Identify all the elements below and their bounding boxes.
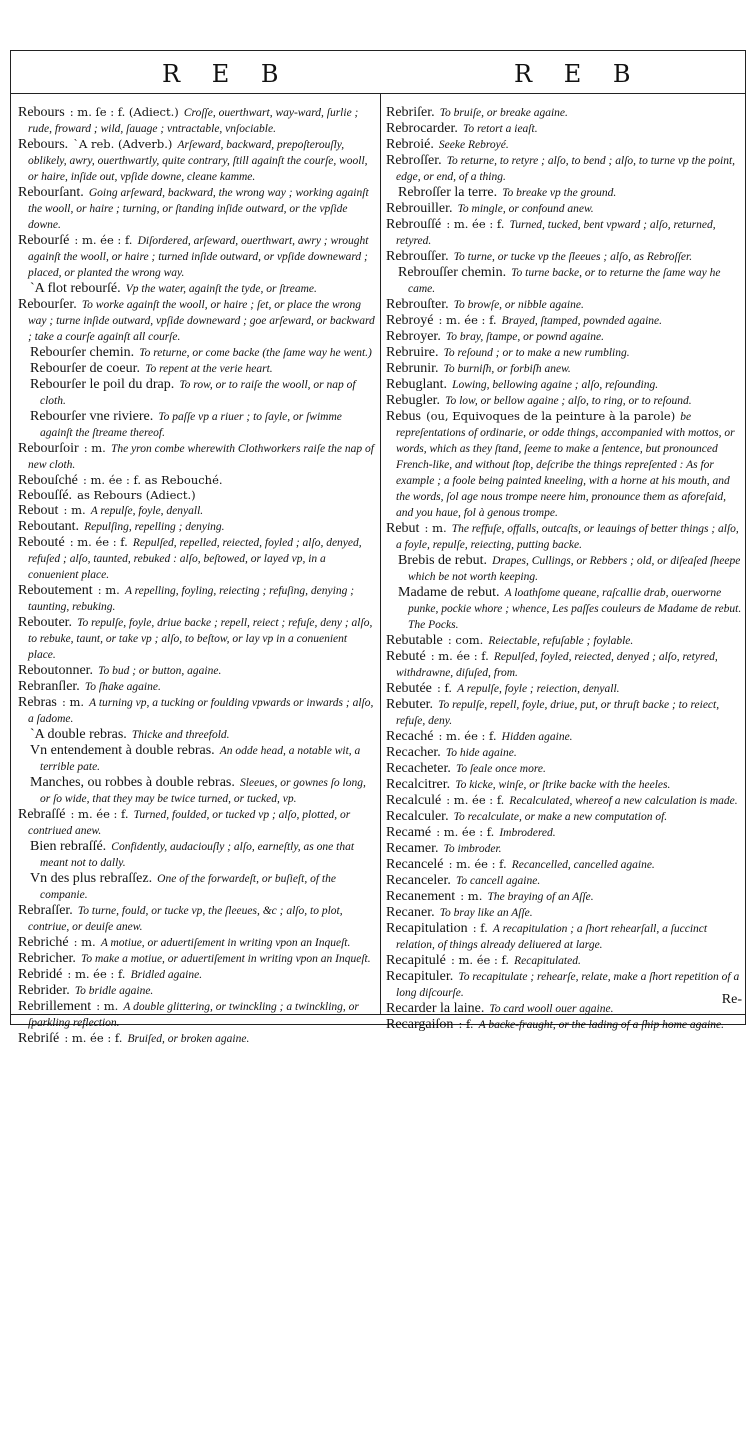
grammar-note: : m. ée : f. as Rebouché.	[82, 473, 223, 487]
grammar-note: : m.	[61, 695, 85, 709]
dictionary-entry	[386, 104, 743, 120]
column-divider	[380, 93, 381, 1014]
english-gloss: Repulſed, repelled, reiected, foyled ; alſo, denyed, refuſed ; alſo, taunted, rebuked : alſo, beſtowed, or layed vp, in a conuenient place.	[28, 537, 362, 581]
grammar-note: as Rebours (Adiect.)	[77, 488, 196, 502]
grammar-note: : m.	[96, 999, 119, 1013]
grammar-note: `A reb. (Adverb.)	[73, 137, 173, 151]
headword: Vn entendement à double rebras.	[30, 743, 215, 758]
english-gloss: Brayed, ſtamped, pownded againe.	[501, 315, 663, 327]
english-gloss: To recalculate, or make a new computation of.	[453, 811, 668, 823]
headword: Rebraſſé	[18, 807, 66, 822]
dictionary-entry	[18, 806, 376, 838]
dictionary-entry	[18, 487, 376, 502]
headword: `A double rebras.	[30, 727, 127, 742]
english-gloss: To ſeale once more.	[456, 763, 546, 775]
dictionary-entry	[18, 998, 376, 1030]
headword: Rebriché	[18, 935, 69, 950]
dictionary-entry	[18, 614, 376, 662]
dictionary-entry	[18, 344, 376, 360]
dictionary-entry	[386, 648, 743, 680]
dictionary-entry	[386, 152, 743, 184]
dictionary-entry	[386, 776, 743, 792]
dictionary-entry	[386, 680, 743, 696]
headword: Rebroyé	[386, 313, 434, 328]
grammar-note: : m. ée : f.	[67, 967, 126, 981]
dictionary-entry	[386, 120, 743, 136]
english-gloss: A motiue, or aduertiſement in writing vpon an Inqueſt.	[100, 937, 351, 949]
headword: Rebrillement	[18, 999, 92, 1014]
headword: Rebranſler.	[18, 679, 80, 694]
dictionary-entry	[18, 534, 376, 582]
headword: Rebourſer.	[18, 297, 77, 312]
english-gloss: One of the forwardeſt, or buſieſt, of the companie.	[40, 873, 336, 901]
dictionary-entry	[386, 728, 743, 744]
english-gloss: Bridled againe.	[130, 969, 203, 981]
headword: Rebruire.	[386, 345, 439, 360]
english-gloss: A double glittering, or twinckling ; a twinckling, or ſparkling reflection.	[28, 1001, 359, 1029]
english-gloss: A loathſome queane, raſcallie drab, ouerworne punke, pockie whore ; whence, Les paſſes couleurs de Madame de rebut. The Pocks.	[408, 587, 742, 631]
dictionary-entry	[386, 920, 743, 952]
grammar-note: : m. ée : f.	[448, 857, 507, 871]
english-gloss: A recapitulation ; a ſhort rehearſall, a ſuccinct relation, of things already deliuered at large.	[396, 923, 708, 951]
dictionary-entry	[386, 840, 743, 856]
headword: Recalculer.	[386, 809, 449, 824]
dictionary-entry	[386, 696, 743, 728]
headword: Rebrouſſé	[386, 217, 442, 232]
grammar-note: : m.	[460, 889, 483, 903]
dictionary-entry	[386, 360, 743, 376]
grammar-note: : m. ée : f.	[430, 649, 489, 663]
headword: Rebroyer.	[386, 329, 441, 344]
headword: Recamé	[386, 825, 432, 840]
headword: Rebus	[386, 409, 421, 424]
headword: Rebouſſé.	[18, 488, 73, 503]
headword: Recancelé	[386, 857, 444, 872]
english-gloss: Vp the water, againſt the tyde, or ſtreame.	[125, 283, 317, 295]
english-gloss: Going arſeward, backward, the wrong way ; working againſt the wooll, or haire ; turning, or ſtanding inſide outward, or the vpſide downe.	[28, 187, 369, 231]
dictionary-entry	[386, 952, 743, 968]
english-gloss: Sleeues, or gownes ſo long, or ſo wide, that they may be twice turned, or tucked, vp.	[40, 777, 366, 805]
grammar-note: : m. ée : f.	[450, 953, 510, 967]
dictionary-entry	[386, 760, 743, 776]
english-gloss: To retort a ieaſt.	[463, 123, 538, 135]
dictionary-entry	[386, 184, 743, 200]
headword: Madame de rebut.	[398, 585, 500, 600]
dictionary-entry	[18, 280, 376, 296]
english-gloss: Croſſe, ouerthwart, way-ward, ſurlie ; rude, froward ; wild, ſauage ; vntractable, vnſociable.	[28, 107, 359, 135]
english-gloss: To imbroder.	[443, 843, 502, 855]
english-gloss: To bruiſe, or breake againe.	[439, 107, 568, 119]
dictionary-entry	[18, 136, 376, 184]
english-gloss: Hidden againe.	[501, 731, 573, 743]
english-gloss: Bruiſed, or broken againe.	[127, 1033, 250, 1045]
headword: Recalcitrer.	[386, 777, 451, 792]
english-gloss: Turned, foulded, or tucked vp ; alſo, plotted, or contriued anew.	[28, 809, 351, 837]
english-gloss: To cancell againe.	[456, 875, 541, 887]
headword: Rebrouiller.	[386, 201, 453, 216]
headword: Rebuglant.	[386, 377, 448, 392]
english-gloss: To bray like an Aſſe.	[439, 907, 533, 919]
english-gloss: Imbrodered.	[499, 827, 556, 839]
headword: Reboutement	[18, 583, 93, 598]
headword: Reboutonner.	[18, 663, 94, 678]
grammar-note: : m. ſe : f. (Adiect.)	[69, 105, 179, 119]
english-gloss: To recapitulate ; rehearſe, relate, make a ſhort repetition of a long diſcourſe.	[396, 971, 740, 999]
headword: Rebouté	[18, 535, 65, 550]
grammar-note: : m. ée : f.	[436, 825, 495, 839]
headword: Recanceler.	[386, 873, 451, 888]
english-gloss: A repelling, foyling, reiecting ; refuſing, denying ; taunting, rebuking.	[28, 585, 355, 613]
dictionary-entry	[18, 934, 376, 950]
grammar-note: : m. ée : f.	[438, 729, 497, 743]
headword: Rebrouſter.	[386, 297, 449, 312]
headword: Rebourſer chemin.	[30, 345, 135, 360]
english-gloss: Arſeward, backward, prepoſterouſly, oblikely, awry, ouerthwartly, quite contrary, ſtill againſt the courſe, wooll, or haire, inſide out, vpſide downe, cleane kamme.	[28, 139, 368, 183]
running-head-right: R E B	[514, 60, 643, 88]
english-gloss: Turned, tucked, bent vpward ; alſo, returned, retyred.	[396, 219, 716, 247]
headword: Recaché	[386, 729, 434, 744]
headword: Bien rebraſſé.	[30, 839, 107, 854]
english-gloss: To turne backe, or to returne the ſame way he came.	[408, 267, 721, 295]
dictionary-entry	[386, 248, 743, 264]
english-gloss: To kicke, winſe, or ſtrike backe with the heeles.	[455, 779, 671, 791]
headword: Rebroſſer.	[386, 153, 442, 168]
headword: `A flot rebourſé.	[30, 281, 121, 296]
headword: Recacher.	[386, 745, 441, 760]
grammar-note: : f.	[472, 921, 488, 935]
grammar-note: : m.	[97, 583, 120, 597]
dictionary-entry	[386, 904, 743, 920]
grammar-note: : m. ée : f.	[446, 217, 505, 231]
dictionary-entry	[18, 982, 376, 998]
headword: Rebriſer.	[386, 105, 435, 120]
english-gloss: Seeke Rebroyé.	[438, 139, 509, 151]
english-gloss: Lowing, bellowing againe ; alſo, reſounding.	[452, 379, 659, 391]
english-gloss: To breake vp the ground.	[502, 187, 617, 199]
headword: Rebourſer de coeur.	[30, 361, 141, 376]
english-gloss: An odde head, a notable wit, a terrible pate.	[40, 745, 361, 773]
dictionary-entry	[18, 838, 376, 870]
dictionary-entry	[386, 200, 743, 216]
dictionary-entry	[386, 744, 743, 760]
headword: Rebuté	[386, 649, 426, 664]
grammar-note: : m. ée : f.	[64, 1031, 123, 1045]
english-gloss: To repent at the verie heart.	[145, 363, 273, 375]
dictionary-entry	[18, 440, 376, 472]
dictionary-entry	[18, 902, 376, 934]
english-gloss: To returne, or come backe (the ſame way he went.)	[139, 347, 372, 359]
headword: Rebroié.	[386, 137, 434, 152]
english-gloss: To repulſe, foyle, driue backe ; repell, reiect ; refuſe, deny ; alſo, to rebuke, taunt, or take vp ; alſo, to beſtow, or lay vp in a conuenient place.	[28, 617, 373, 661]
english-gloss: Recapitulated.	[514, 955, 581, 967]
headword: Rebugler.	[386, 393, 441, 408]
grammar-note: (ou, Equivoques de la peinture à la parole)	[426, 409, 676, 423]
english-gloss: The yron combe wherewith Clothworkers raiſe the nap of new cloth.	[28, 443, 374, 471]
headword: Rebours	[18, 105, 65, 120]
dictionary-entry	[386, 296, 743, 312]
english-gloss: Repulſed, foyled, reiected, denyed ; alſo, retyred, withdrawne, diſuſed, from.	[396, 651, 718, 679]
english-gloss: To hide againe.	[445, 747, 517, 759]
headword: Recapitulation	[386, 921, 468, 936]
english-gloss: A repulſe, foyle ; reiection, denyall.	[457, 683, 620, 695]
english-gloss: To worke againſt the wooll, or haire ; ſet, or place the wrong way ; turne inſide outward, vpſide downeward ; goe arſeward, or backward ; take a courſe againſt all courſe.	[28, 299, 375, 343]
english-gloss: The braying of an Aſſe.	[487, 891, 594, 903]
dictionary-entry	[386, 552, 743, 584]
english-gloss: To browſe, or nibble againe.	[453, 299, 584, 311]
grammar-note: : m. ée : f.	[70, 807, 129, 821]
headword: Rebras	[18, 695, 57, 710]
dictionary-entry	[386, 872, 743, 888]
headword: Manches, ou robbes à double rebras.	[30, 775, 235, 790]
english-gloss: Confidently, audaciouſly ; alſo, earneſtly, as one that meant not to dally.	[40, 841, 355, 869]
english-gloss: To card wooll ouer againe.	[489, 1003, 614, 1015]
english-gloss: To repulſe, repell, foyle, driue, put, or thruſt backe ; to reiect, refuſe, deny.	[396, 699, 720, 727]
headword: Rebourſé	[18, 233, 70, 248]
english-gloss: To turne, fould, or tucke vp, the ſleeues, &c ; alſo, to plot, contriue, or deuiſe anew.	[28, 905, 343, 933]
english-gloss: To row, or to raiſe the wooll, or nap of cloth.	[40, 379, 356, 407]
dictionary-entry	[18, 104, 376, 136]
headword: Rebout	[18, 503, 59, 518]
grammar-note: : m. ée : f.	[446, 793, 505, 807]
headword: Rebourſant.	[18, 185, 84, 200]
dictionary-entry	[18, 502, 376, 518]
headword: Recapitulé	[386, 953, 446, 968]
grammar-note: : m.	[424, 521, 447, 535]
headword: Recarder la laine.	[386, 1001, 485, 1016]
english-gloss: To low, or bellow againe ; alſo, to ring, or to reſound.	[445, 395, 692, 407]
dictionary-entry	[18, 296, 376, 344]
headword: Rebrouſſer chemin.	[398, 265, 507, 280]
english-gloss: To bud ; or button, againe.	[98, 665, 222, 677]
grammar-note: : m.	[73, 935, 96, 949]
grammar-note: : f.	[458, 1017, 474, 1031]
dictionary-entry	[386, 1000, 743, 1016]
headword: Rebourſer le poil du drap.	[30, 377, 175, 392]
headword: Rebroſſer la terre.	[398, 185, 498, 200]
headword: Rebrocarder.	[386, 121, 458, 136]
english-gloss: Diſordered, arſeward, ouerthwart, awry ; wrought againſt the wooll, or haire ; turned inſide outward, or vpſide downeward ; placed, or planted the wrong way.	[28, 235, 369, 279]
dictionary-entry	[386, 968, 743, 1000]
english-gloss: To bray, ſtampe, or pownd againe.	[445, 331, 604, 343]
headword: Rebridé	[18, 967, 63, 982]
right-column	[386, 104, 743, 1032]
dictionary-entry	[18, 726, 376, 742]
dictionary-entry	[386, 312, 743, 328]
dictionary-entry	[18, 184, 376, 232]
headword: Rebut	[386, 521, 420, 536]
headword: Recamer.	[386, 841, 439, 856]
headword: Rebouſché	[18, 473, 78, 488]
english-gloss: To returne, to retyre ; alſo, to bend ; alſo, to turne vp the point, edge, or end, of a thing.	[396, 155, 736, 183]
dictionary-entry	[386, 792, 743, 808]
headword: Brebis de rebut.	[398, 553, 488, 568]
english-gloss: To reſound ; or to make a new rumbling.	[443, 347, 630, 359]
dictionary-entry	[18, 694, 376, 726]
headword: Rebrunir.	[386, 361, 439, 376]
english-gloss: A repulſe, foyle, denyall.	[90, 505, 204, 517]
dictionary-entry	[386, 520, 743, 552]
dictionary-entry	[18, 774, 376, 806]
dictionary-entry	[18, 742, 376, 774]
english-gloss: To turne, or tucke vp the ſleeues ; alſo, as Rebroſſer.	[453, 251, 693, 263]
grammar-note: : m. ée : f.	[438, 313, 497, 327]
headword: Rebraſſer.	[18, 903, 73, 918]
english-gloss: To mingle, or confound anew.	[457, 203, 594, 215]
dictionary-entry	[386, 856, 743, 872]
english-gloss: Recancelled, cancelled againe.	[511, 859, 655, 871]
dictionary-entry	[386, 584, 743, 632]
grammar-note: : f.	[436, 681, 453, 695]
running-head-left: R E B	[162, 60, 291, 88]
dictionary-entry	[18, 678, 376, 694]
dictionary-entry	[18, 662, 376, 678]
dictionary-entry	[386, 808, 743, 824]
dictionary-entry	[386, 632, 743, 648]
english-gloss: To make a motiue, or aduertiſement in writing vpon an Inqueſt.	[81, 953, 371, 965]
english-gloss: Repulſing, repelling ; denying.	[84, 521, 225, 533]
headword: Rebuter.	[386, 697, 434, 712]
headword: Rebutable	[386, 633, 443, 648]
dictionary-entry	[386, 408, 743, 520]
dictionary-entry	[18, 376, 376, 408]
grammar-note: : m. ée : f.	[69, 535, 128, 549]
english-gloss: Thicke and threefold.	[131, 729, 230, 741]
headword: Rebrouſſer.	[386, 249, 449, 264]
grammar-note: : m.	[63, 503, 86, 517]
headword: Rebutée	[386, 681, 432, 696]
catchword: Re-	[721, 992, 742, 1007]
dictionary-entry	[18, 360, 376, 376]
dictionary-entry	[18, 870, 376, 902]
headword: Rebriſé	[18, 1031, 60, 1046]
dictionary-entry	[18, 1030, 376, 1046]
english-gloss: To burniſh, or forbiſh anew.	[443, 363, 571, 375]
grammar-note: : m.	[83, 441, 106, 455]
english-gloss: A turning vp, a tucking or foulding vpwards or inwards ; alſo, a ſadome.	[28, 697, 374, 725]
headword: Rebourſoir	[18, 441, 79, 456]
headword: Recaner.	[386, 905, 435, 920]
headword: Rebricher.	[18, 951, 76, 966]
english-gloss: To paſſe vp a riuer ; to ſayle, or ſwimme againſt the ſtreame thereof.	[40, 411, 342, 439]
dictionary-entry	[386, 264, 743, 296]
grammar-note: : com.	[447, 633, 484, 647]
dictionary-entry	[18, 408, 376, 440]
dictionary-entry	[18, 232, 376, 280]
english-gloss: Drapes, Cullings, or Rebbers ; old, or diſeaſed ſheepe which be not worth keeping.	[408, 555, 741, 583]
left-column	[18, 104, 376, 1046]
headword: Rebrider.	[18, 983, 70, 998]
english-gloss: be repreſentations of ordinarie, or odde things, accompanied with mottos, or words, which as they ſtand, ſeeme to make a ſentence, but pronounced French-like, and without ſtop, deſcribe the things repreſented : As for example ; a foole being painted kneeling, with a horne at his mouth, and the words, ſol age nous trompe neere him, pronounce them as aforeſaid, and you haue, fol à genous trompe.	[396, 411, 735, 519]
english-gloss: To ſhake againe.	[84, 681, 161, 693]
headword: Rebouter.	[18, 615, 73, 630]
english-gloss: The reffuſe, offalls, outcaſts, or leauings of better things ; alſo, a foyle, repulſe, reiecting, putting backe.	[396, 523, 739, 551]
english-gloss: Reiectable, refuſable ; foylable.	[488, 635, 634, 647]
header-rule	[10, 93, 746, 94]
dictionary-entry	[386, 1016, 743, 1032]
headword: Recapituler.	[386, 969, 454, 984]
dictionary-entry	[18, 518, 376, 534]
english-gloss: To bridle againe.	[74, 985, 154, 997]
dictionary-entry	[386, 392, 743, 408]
dictionary-entry	[386, 216, 743, 248]
headword: Reboutant.	[18, 519, 80, 534]
headword: Recanement	[386, 889, 456, 904]
headword: Rebourſer vne riviere.	[30, 409, 154, 424]
headword: Recargaiſon	[386, 1017, 454, 1032]
headword: Recacheter.	[386, 761, 451, 776]
headword: Vn des plus rebraſſez.	[30, 871, 153, 886]
grammar-note: : m. ée : f.	[74, 233, 133, 247]
dictionary-entry	[386, 136, 743, 152]
dictionary-entry	[18, 950, 376, 966]
english-gloss: Recalculated, whereof a new calculation is made.	[509, 795, 738, 807]
headword: Recalculé	[386, 793, 442, 808]
english-gloss: A backe-fraught, or the lading of a ſhip home againe.	[478, 1019, 725, 1031]
dictionary-entry	[18, 582, 376, 614]
headword: Rebours.	[18, 137, 69, 152]
